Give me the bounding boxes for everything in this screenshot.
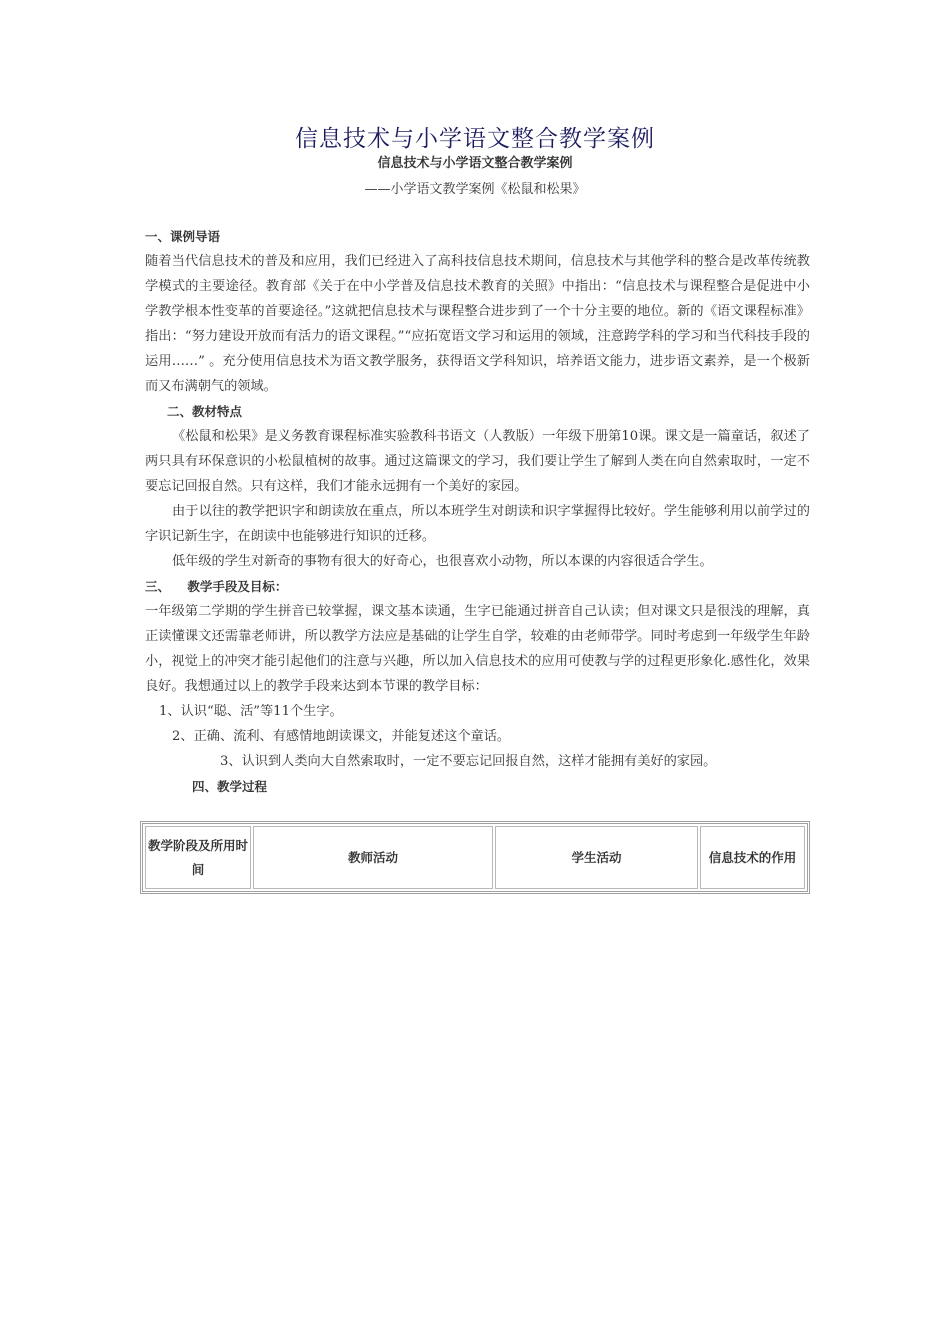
- table-header-row: [145, 826, 805, 889]
- goal-item-2: 2、正确、流利、有感情地朗读课文，并能复述这个童话。: [172, 729, 511, 744]
- section3-paragraph: 一年级第二学期的学生拼音已较掌握，课文基本读通，生字已能通过拼音自己认读；但对课文只是很浅的理解，真正读懂课文还需靠老师讲，所以教学方法应是基础的让学生自学，较难的由老师带学。同时考虑到一年级学生年龄小，视觉上的冲突才能引起他们的注意与兴趣，所以加入信息技术的应用可使教与学的过程更形象化.感性化，效果良好。我想通过以上的教学手段来达到本节课的教学目标：: [145, 604, 810, 694]
- document-subtitle: 信息技术与小学语文整合教学案例: [377, 156, 573, 171]
- teaching-process-table: [140, 821, 810, 894]
- table-header-it-role: 信息技术的作用: [700, 826, 805, 889]
- table-header-teacher: 教师活动: [253, 826, 493, 889]
- table-header-student: 学生活动: [495, 826, 698, 889]
- goal-item-1: 1、认识“聪、活”等11个生字。: [159, 704, 343, 719]
- table-header-stage: 教学阶段及所用时间: [145, 826, 251, 889]
- document-title: 信息技术与小学语文整合教学案例: [295, 126, 655, 152]
- section1-heading: 一、课例导语: [145, 229, 221, 244]
- document-subsubtitle: ——小学语文教学案例《松鼠和松果》: [364, 182, 586, 197]
- section2-heading: 二、教材特点: [167, 404, 243, 419]
- document-body: [145, 224, 810, 799]
- section2-paragraph-2: 由于以往的教学把识字和朗读放在重点，所以本班学生对朗读和识字掌握得比较好。学生能够利用以前学过的字识记新生字，在朗读中也能够进行知识的迁移。: [145, 504, 810, 544]
- section2-paragraph-3: 低年级的学生对新奇的事物有很大的好奇心，也很喜欢小动物，所以本课的内容很适合学生。: [172, 554, 713, 569]
- section2-paragraph-1: 《松鼠和松果》是义务教育课程标准实验教科书语文（人教版）一年级下册第10课。课文是一篇童话，叙述了两只具有环保意识的小松鼠植树的故事。通过这篇课文的学习，我们要让学生了解到人类在向自然索取时，一定不要忘记回报自然。只有这样，我们才能永远拥有一个美好的家园。: [145, 429, 810, 494]
- section3-heading: 三、 教学手段及目标：: [145, 579, 288, 594]
- section4-heading: 四、教学过程: [192, 779, 268, 794]
- section1-paragraph: 随着当代信息技术的普及和应用，我们已经进入了高科技信息技术期间，信息技术与其他学科的整合是改革传统教学模式的主要途径。教育部《关于在中小学普及信息技术教育的关照》中指出：“信息技术与课程整合是促进中小学教学根本性变革的首要途径。”这就把信息技术与课程整合进步到了一个十分主要的地位。新的《语文课程标准》指出：“努力建设开放而有活力的语文课程。”“应拓宽语文学习和运用的领域，注意跨学科的学习和当代科技手段的运用……” 。充分使用信息技术为语文教学服务，获得语文学科知识，培养语文能力，进步语文素养，是一个极新而又布满朝气的领域。: [145, 254, 810, 394]
- goal-item-3: 3、认识到人类向大自然索取时，一定不要忘记回报自然，这样才能拥有美好的家园。: [220, 754, 717, 769]
